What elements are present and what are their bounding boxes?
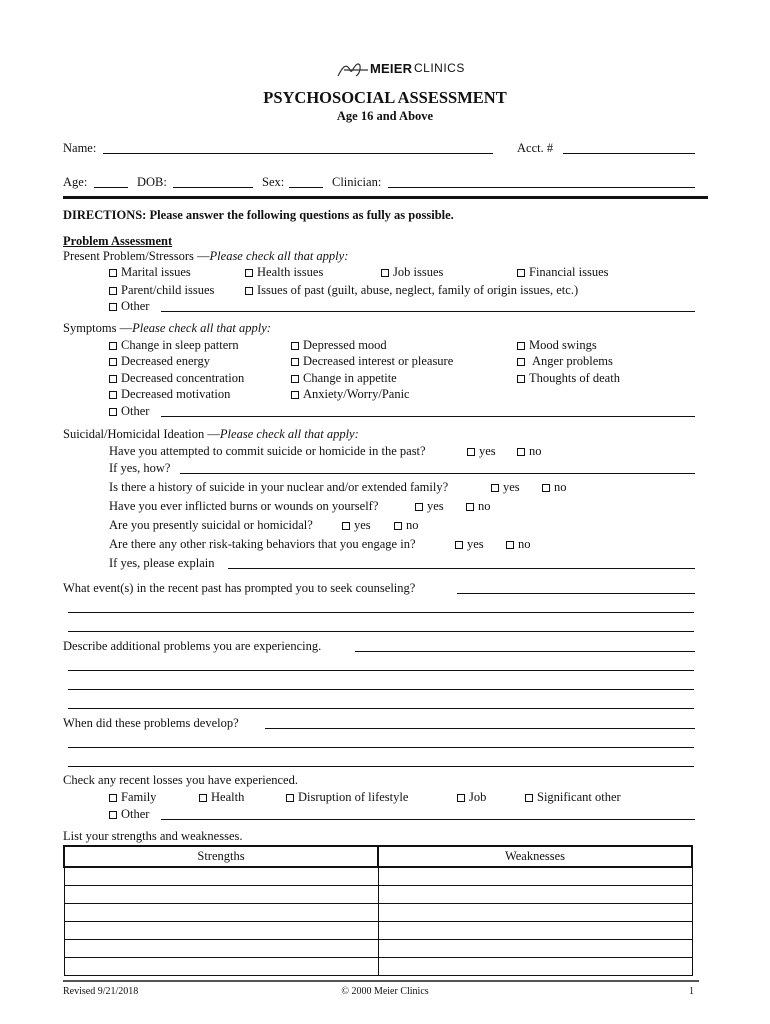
directions-text: DIRECTIONS: Please answer the following questions as fully as possible. — [63, 208, 454, 222]
option-label: no — [406, 518, 419, 532]
checkbox-loss-family[interactable] — [109, 790, 156, 805]
option-label: yes — [479, 444, 496, 458]
option-label: Other — [121, 807, 150, 821]
events-field[interactable] — [457, 593, 695, 594]
option-label: yes — [427, 499, 444, 513]
strength-cell[interactable] — [64, 867, 378, 886]
option-label: no — [518, 537, 531, 551]
checkbox-family-history-no[interactable] — [542, 480, 567, 495]
checkbox-icon — [394, 522, 402, 530]
checkbox-job-issues[interactable] — [381, 265, 443, 280]
option-label: no — [554, 480, 567, 494]
symptoms-other-field[interactable] — [161, 416, 695, 417]
additional-line-4[interactable] — [68, 708, 694, 709]
checkbox-loss-other[interactable] — [109, 807, 149, 822]
table-row — [64, 958, 692, 976]
dob-label: DOB: — [137, 175, 167, 189]
option-label: Family — [121, 790, 157, 804]
option-label: Job — [469, 790, 487, 804]
problem-other-field[interactable] — [161, 311, 695, 312]
checkbox-icon — [109, 303, 117, 311]
suicidal-instruction: Please check all that apply: — [219, 427, 359, 441]
strength-cell[interactable] — [64, 886, 378, 904]
checkbox-decreased-energy[interactable] — [109, 354, 210, 369]
option-label: Depressed mood — [303, 338, 387, 352]
strength-cell[interactable] — [64, 922, 378, 940]
dob-field[interactable] — [173, 187, 253, 188]
option-label: Health — [211, 790, 245, 804]
section-divider — [63, 196, 708, 199]
checkbox-icon — [517, 448, 525, 456]
checkbox-icon — [517, 375, 525, 383]
symptoms-prompt — [63, 321, 271, 336]
checkbox-loss-lifestyle[interactable] — [286, 790, 408, 805]
name-label: Name: — [63, 141, 97, 155]
checkbox-symptoms-other[interactable] — [109, 404, 149, 419]
table-row — [64, 886, 692, 904]
checkbox-icon — [455, 541, 463, 549]
option-label: Change in appetite — [303, 371, 397, 385]
checkbox-icon — [109, 391, 117, 399]
checkbox-icon — [109, 342, 117, 350]
problem-assessment-heading: Problem Assessment — [63, 234, 173, 248]
checkbox-icon — [109, 811, 117, 819]
name-field[interactable] — [103, 153, 493, 154]
logo-brand: MEIER — [370, 61, 413, 76]
option-label: Change in sleep pattern — [121, 338, 239, 352]
option-label: Decreased interest or pleasure — [303, 354, 454, 368]
clinician-field[interactable] — [388, 187, 695, 188]
checkbox-thoughts-of-death[interactable] — [517, 371, 620, 386]
when-line-2[interactable] — [68, 747, 694, 748]
strengths-header: Strengths — [64, 846, 378, 867]
checkbox-marital-issues[interactable] — [109, 265, 191, 280]
signature-logo-icon — [336, 58, 372, 80]
checkbox-icon — [506, 541, 514, 549]
weakness-cell[interactable] — [378, 958, 692, 976]
acct-field[interactable] — [563, 153, 695, 154]
checkbox-problem-other[interactable] — [109, 299, 149, 314]
strength-cell[interactable] — [64, 904, 378, 922]
table-row — [64, 922, 692, 940]
checkbox-icon — [291, 391, 299, 399]
checkbox-attempted-no[interactable] — [517, 444, 542, 459]
question-how: If yes, how? — [109, 461, 171, 475]
events-line-3[interactable] — [68, 631, 694, 632]
table-row — [64, 940, 692, 958]
additional-line-3[interactable] — [68, 689, 694, 690]
checkbox-icon — [415, 503, 423, 511]
option-label: yes — [503, 480, 520, 494]
additional-field[interactable] — [355, 651, 695, 652]
symptoms-label: Symptoms — — [63, 321, 133, 335]
footer-copyright: © 2000 Meier Clinics — [341, 986, 429, 997]
question-presently: Are you presently suicidal or homicidal? — [109, 518, 313, 532]
present-problem-label: Present Problem/Stressors — — [63, 249, 210, 263]
option-label: Thoughts of death — [529, 371, 620, 385]
option-label: yes — [354, 518, 371, 532]
checkbox-icon — [491, 484, 499, 492]
checkbox-family-history-yes[interactable] — [491, 480, 520, 495]
symptoms-instruction: Please check all that apply: — [132, 321, 271, 335]
checkbox-anxiety[interactable] — [291, 387, 410, 402]
checkbox-loss-significant-other[interactable] — [525, 790, 621, 805]
checkbox-decreased-concentration[interactable] — [109, 371, 244, 386]
checkbox-presently-yes[interactable] — [342, 518, 371, 533]
question-explain: If yes, please explain — [109, 556, 215, 570]
how-field[interactable] — [180, 473, 695, 474]
checkbox-icon — [542, 484, 550, 492]
option-label: Parent/child issues — [121, 283, 215, 297]
clinician-label: Clinician: — [332, 175, 382, 189]
additional-line-2[interactable] — [68, 670, 694, 671]
checkbox-icon — [467, 448, 475, 456]
checkbox-icon — [245, 269, 253, 277]
weakness-cell[interactable] — [378, 867, 692, 886]
events-line-2[interactable] — [68, 612, 694, 613]
checkbox-icon — [245, 287, 253, 295]
question-when: When did these problems develop? — [63, 716, 239, 730]
checkbox-parent-child-issues[interactable] — [109, 283, 214, 298]
question-events: What event(s) in the recent past has prompted you to seek counseling? — [63, 581, 416, 595]
checkbox-risk-no[interactable] — [506, 537, 531, 552]
checkbox-loss-health[interactable] — [199, 790, 244, 805]
weakness-cell[interactable] — [378, 940, 692, 958]
when-line-3[interactable] — [68, 766, 694, 767]
checkbox-decreased-interest[interactable] — [291, 354, 453, 369]
page-title: PSYCHOSOCIAL ASSESSMENT — [263, 88, 507, 107]
question-additional: Describe additional problems you are experiencing. — [63, 639, 322, 653]
checkbox-icon — [342, 522, 350, 530]
checkbox-issues-of-past[interactable] — [245, 283, 578, 298]
sex-field[interactable] — [289, 187, 323, 188]
checkbox-icon — [109, 408, 117, 416]
checkbox-inflicted-no[interactable] — [466, 499, 491, 514]
checkbox-icon — [291, 375, 299, 383]
checkbox-inflicted-yes[interactable] — [415, 499, 444, 514]
logo-sub: CLINICS — [414, 61, 465, 75]
option-label: Disruption of lifestyle — [298, 790, 409, 804]
losses-prompt: Check any recent losses you have experienced. — [63, 773, 298, 787]
checkbox-icon — [109, 794, 117, 802]
option-label: Issues of past (guilt, abuse, neglect, family of origin issues, etc.) — [257, 283, 579, 297]
weaknesses-header: Weaknesses — [378, 846, 692, 867]
checkbox-icon — [466, 503, 474, 511]
page-subtitle: Age 16 and Above — [336, 109, 434, 123]
checkbox-icon — [517, 342, 525, 350]
checkbox-depressed-mood[interactable] — [291, 338, 387, 353]
when-field[interactable] — [265, 728, 695, 729]
option-label: Job issues — [393, 265, 444, 279]
option-label: Health issues — [257, 265, 324, 279]
question-attempted: Have you attempted to commit suicide or homicide in the past? — [109, 444, 426, 458]
checkbox-icon — [109, 358, 117, 366]
page-number: 1 — [689, 986, 694, 997]
option-label: no — [529, 444, 542, 458]
checkbox-anger-problems[interactable] — [517, 354, 613, 369]
suicidal-label: Suicidal/Homicidal Ideation — — [63, 427, 220, 441]
checkbox-loss-job[interactable] — [457, 790, 486, 805]
checkbox-icon — [109, 287, 117, 295]
checkbox-icon — [525, 794, 533, 802]
age-label: Age: — [63, 175, 88, 189]
age-field[interactable] — [94, 187, 128, 188]
checkbox-attempted-yes[interactable] — [467, 444, 496, 459]
loss-other-field[interactable] — [161, 819, 695, 820]
footer-revised: Revised 9/21/2018 — [63, 986, 139, 997]
checkbox-icon — [109, 375, 117, 383]
checkbox-mood-swings[interactable] — [517, 338, 597, 353]
table-row — [64, 904, 692, 922]
checkbox-presently-no[interactable] — [394, 518, 419, 533]
option-label: Mood swings — [529, 338, 597, 352]
acct-label: Acct. # — [517, 141, 554, 155]
strength-cell[interactable] — [64, 940, 378, 958]
present-problem-instruction: Please check all that apply: — [209, 249, 349, 263]
question-risk-taking: Are there any other risk-taking behaviors that you engage in? — [109, 537, 416, 551]
checkbox-icon — [517, 269, 525, 277]
weakness-cell[interactable] — [378, 904, 692, 922]
checkbox-change-in-appetite[interactable] — [291, 371, 397, 386]
checkbox-icon — [291, 342, 299, 350]
table-row — [64, 867, 692, 886]
option-label: Anxiety/Worry/Panic — [303, 387, 410, 401]
checkbox-icon — [109, 269, 117, 277]
option-label: Other — [121, 404, 150, 418]
strengths-prompt: List your strengths and weaknesses. — [63, 829, 243, 843]
option-label: Financial issues — [529, 265, 609, 279]
option-label: Anger problems — [532, 354, 613, 368]
explain-field[interactable] — [228, 568, 695, 569]
strength-cell[interactable] — [64, 958, 378, 976]
option-label: Decreased motivation — [121, 387, 231, 401]
question-family-history: Is there a history of suicide in your nuclear and/or extended family? — [109, 480, 449, 494]
option-label: Decreased energy — [121, 354, 210, 368]
option-label: Marital issues — [121, 265, 191, 279]
option-label: no — [478, 499, 491, 513]
weakness-cell[interactable] — [378, 922, 692, 940]
checkbox-icon — [199, 794, 207, 802]
checkbox-icon — [457, 794, 465, 802]
weakness-cell[interactable] — [378, 886, 692, 904]
option-label: Decreased concentration — [121, 371, 245, 385]
checkbox-risk-yes[interactable] — [455, 537, 484, 552]
checkbox-icon — [286, 794, 294, 802]
footer-divider — [63, 980, 699, 982]
suicidal-prompt — [63, 427, 359, 442]
strengths-weaknesses-table — [63, 845, 693, 976]
checkbox-health-issues[interactable] — [245, 265, 323, 280]
sex-label: Sex: — [262, 175, 285, 189]
checkbox-icon — [291, 358, 299, 366]
present-problem-prompt — [63, 249, 348, 264]
checkbox-financial-issues[interactable] — [517, 265, 609, 280]
question-inflicted: Have you ever inflicted burns or wounds on yourself? — [109, 499, 379, 513]
checkbox-icon — [517, 358, 525, 366]
option-label: yes — [467, 537, 484, 551]
option-label: Significant other — [537, 790, 621, 804]
checkbox-icon — [381, 269, 389, 277]
option-label: Other — [121, 299, 150, 313]
checkbox-decreased-motivation[interactable] — [109, 387, 230, 402]
checkbox-change-in-sleep[interactable] — [109, 338, 239, 353]
